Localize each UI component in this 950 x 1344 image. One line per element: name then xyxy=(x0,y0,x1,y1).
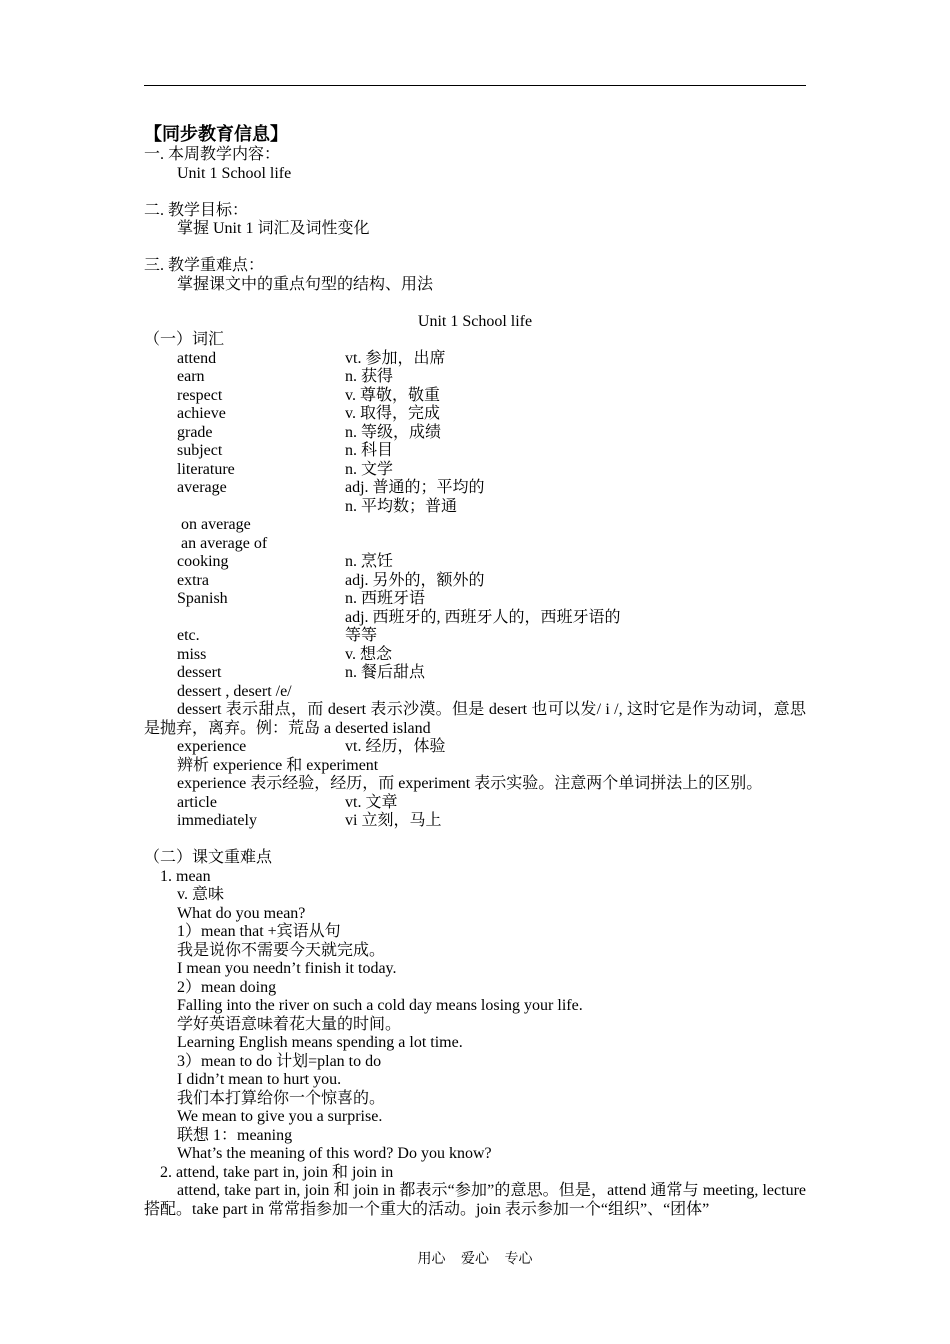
vocab-word: Spanish xyxy=(177,590,228,607)
vocab-word: subject xyxy=(177,442,223,459)
vocab-row xyxy=(144,461,806,480)
key-point-2-title: 2. attend, take part in, join 和 join in xyxy=(160,1163,394,1181)
vocab-row xyxy=(144,664,806,683)
vocab-row xyxy=(144,368,806,387)
vocab-row xyxy=(144,572,806,591)
vocab-row xyxy=(144,350,806,369)
vocab-word: article xyxy=(177,793,217,811)
footer-word: 专心 xyxy=(504,1252,533,1267)
key-point-line: 我们本打算给你一个惊喜的。 xyxy=(177,1089,386,1107)
key-point-line: 3）mean to do 计划=plan to do xyxy=(177,1052,382,1070)
dessert-note-title: dessert , desert /e/ xyxy=(177,682,292,700)
key-point-line: v. 意味 xyxy=(177,886,224,903)
vocab-meaning: adj. 普通的；平均的 xyxy=(345,479,485,496)
section-3-title: 三. 教学重难点： xyxy=(144,257,265,274)
key-point-1-title: 1. mean xyxy=(160,867,211,885)
vocab-row xyxy=(144,627,806,646)
vocab-word: literature xyxy=(177,460,235,478)
key-point-line: 学好英语意味着花大量的时间。 xyxy=(177,1015,402,1033)
document-body xyxy=(144,122,806,1219)
vocab-meaning: n. 餐后甜点 xyxy=(345,664,426,681)
vocab-row xyxy=(144,442,806,461)
document-title: 【同步教育信息】 xyxy=(144,124,288,144)
vocab-list-1 xyxy=(144,350,806,517)
key-point-line: Learning English means spending a lot time. xyxy=(177,1034,463,1051)
vocab-meaning: v. 想念 xyxy=(345,645,392,663)
vocab-meaning: n. 获得 xyxy=(345,368,394,385)
footer-word: 爱心 xyxy=(461,1252,489,1267)
key-point-line: We mean to give you a surprise. xyxy=(177,1108,383,1125)
key-point-1-lines xyxy=(144,886,806,1164)
vocab-word: average xyxy=(177,479,227,496)
vocab-word: etc. xyxy=(177,627,200,644)
vocab-word: respect xyxy=(177,386,223,404)
key-point-line: 1）mean that +宾语从句 xyxy=(177,923,341,940)
vocab-word: achieve xyxy=(177,405,226,422)
vocab-meaning: n. 文学 xyxy=(345,460,394,478)
unit-title: Unit 1 School life xyxy=(417,312,533,330)
page-footer xyxy=(0,1248,950,1268)
vocab-meaning: n. 烹饪 xyxy=(345,553,394,570)
vocab-word: dessert xyxy=(177,664,222,681)
section-1-title: 一. 本周教学内容： xyxy=(144,146,281,163)
vocab-row xyxy=(144,424,806,443)
experience-note-title: 辨析 experience 和 experiment xyxy=(177,756,379,774)
vocab-meaning: adj. 西班牙的, 西班牙人的，西班牙语的 xyxy=(345,608,621,626)
vocab-word: cooking xyxy=(177,553,229,570)
vocab-meaning: n. 科目 xyxy=(345,442,394,459)
section-2-title: 二. 教学目标： xyxy=(144,201,249,219)
key-point-line: What’s the meaning of this word? Do you know? xyxy=(177,1145,492,1162)
dessert-note: dessert 表示甜点，而 desert 表示沙漠。但是 desert 也可以发/ i /, 这时它是作为动词，意思是抛弃，离弃。例：荒岛 a deserted island xyxy=(144,701,806,737)
vocab-word: experience xyxy=(177,738,247,755)
key-points-title: （二）课文重难点 xyxy=(144,849,273,866)
section-2-body: 掌握 Unit 1 词汇及词性变化 xyxy=(177,220,370,237)
key-point-line: 2）mean doing xyxy=(177,978,277,996)
experience-note: experience 表示经验，经历，而 experiment 表示实验。注意两个单词拼法上的区别。 xyxy=(177,775,763,792)
vocab-row xyxy=(144,387,806,406)
vocab-row xyxy=(144,479,806,498)
vocab-row xyxy=(144,646,806,665)
vocab-word: grade xyxy=(177,423,213,441)
vocab-meaning: adj. 另外的，额外的 xyxy=(345,571,485,589)
phrase-item: on average xyxy=(181,516,251,533)
vocab-row xyxy=(144,405,806,424)
key-point-2-paragraph: attend, take part in, join 和 join in 都表示“参加”的意思。但是，attend 通常与 meeting, lecture 搭配。take part in 常常指参加一个重大的活动。join 表示参加一个“组织”、“团体” xyxy=(144,1182,806,1218)
key-point-line: 我是说你不需要今天就完成。 xyxy=(177,941,386,959)
vocab-word: earn xyxy=(177,368,205,385)
phrase-item: an average of xyxy=(181,534,268,552)
section-1-body: Unit 1 School life xyxy=(177,164,292,182)
vocab-meaning: n. 西班牙语 xyxy=(345,590,426,607)
key-point-line: I mean you needn’t finish it today. xyxy=(177,960,397,977)
vocab-word: extra xyxy=(177,571,209,589)
vocab-meaning: 等等 xyxy=(345,627,378,644)
vocab-meaning: vt. 经历，体验 xyxy=(345,738,446,755)
vocab-row xyxy=(144,738,806,757)
vocab-meaning: v. 尊敬，敬重 xyxy=(345,386,440,404)
vocab-word: miss xyxy=(177,645,207,663)
vocab-meaning: n. 平均数；普通 xyxy=(345,497,458,515)
vocab-word: attend xyxy=(177,349,217,367)
vocab-word: immediately xyxy=(177,812,257,829)
vocab-row xyxy=(144,794,806,813)
vocab-meaning: v. 取得，完成 xyxy=(345,405,440,422)
key-point-line: What do you mean? xyxy=(177,904,306,922)
vocab-row xyxy=(144,609,806,628)
vocab-meaning: vi 立刻，马上 xyxy=(345,812,442,829)
vocab-row xyxy=(144,812,806,831)
vocab-row xyxy=(144,590,806,609)
key-point-line: 联想 1：meaning xyxy=(177,1126,293,1144)
section-3-body: 掌握课文中的重点句型的结构、用法 xyxy=(177,275,434,293)
vocab-row xyxy=(144,553,806,572)
key-point-line: Falling into the river on such a cold day means losing your life. xyxy=(177,997,583,1014)
vocab-word xyxy=(177,498,345,517)
vocab-meaning: vt. 文章 xyxy=(345,793,398,811)
vocab-meaning: n. 等级，成绩 xyxy=(345,423,442,441)
key-point-line: I didn’t mean to hurt you. xyxy=(177,1071,342,1088)
vocab-list-2 xyxy=(144,553,806,683)
vocab-meaning: vt. 参加，出席 xyxy=(345,349,446,367)
vocab-row xyxy=(144,498,806,517)
header-rule xyxy=(144,85,806,86)
vocab-title: （一）词汇 xyxy=(144,331,225,348)
vocab-word xyxy=(177,609,345,628)
footer-word: 用心 xyxy=(417,1252,446,1267)
